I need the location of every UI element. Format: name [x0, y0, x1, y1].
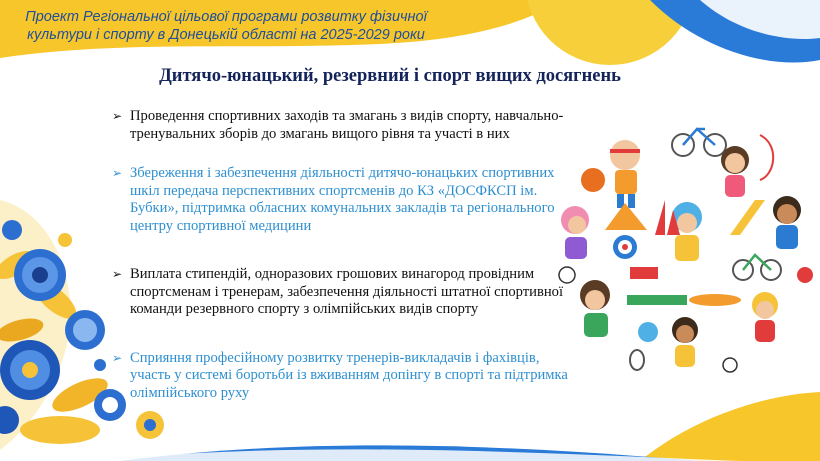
soccer-ball-icon — [559, 267, 575, 283]
beach-ball-icon — [638, 322, 658, 342]
kid-headband-icon — [610, 140, 640, 208]
program-line-1: Проект Регіональної цільової програми розвитку фізичної — [25, 9, 427, 25]
kid-helmet-icon — [561, 206, 589, 259]
bullet-text: Проведення спортивних заходів та змагань з видів спорту, навчально-тренувальних зборів до змагань вищого рівня та участі в них — [130, 108, 564, 142]
program-header — [6, 8, 446, 44]
kid-runner-icon — [580, 280, 610, 337]
bullet-item — [112, 350, 582, 403]
arrow-bullet-icon: ➢ — [112, 166, 123, 180]
ping-pong-paddle-icon — [797, 267, 813, 283]
kid-dancer-icon — [721, 135, 773, 197]
bullet-text: Виплата стипендій, одноразових грошових винагород провідним спортсменам і тренерам, забезпечення діяльності штатної спортивної команди резервного спорту з олімпійських видів спорту — [130, 266, 564, 317]
gym-mat-icon — [630, 267, 658, 279]
arrow-bullet-icon: ➢ — [112, 350, 123, 365]
bullet-list — [112, 108, 582, 402]
bottom-right-yellow-wave — [640, 392, 820, 461]
badminton-racket-icon — [630, 350, 644, 370]
ball-bottom-icon — [723, 358, 737, 372]
playground-slide-icon — [730, 200, 765, 235]
tent-icon — [605, 203, 647, 230]
kid-child-icon — [672, 317, 698, 367]
kayak-icon — [689, 294, 741, 306]
ping-pong-table-icon — [627, 295, 687, 305]
basketball-icon — [581, 168, 605, 192]
bicycle-mid-icon — [733, 255, 781, 280]
slide-title: Дитячо-юнацький, резервний і спорт вищих досягнень — [159, 66, 621, 86]
kid-boy-icon — [773, 196, 801, 249]
bullet-item — [112, 108, 582, 143]
arrow-bullet-icon: ➢ — [112, 109, 123, 123]
kid-yellow-helmet-icon — [752, 292, 778, 342]
bullet-text: Збереження і забезпечення діяльності дитячо-юнацьких спортивних шкіл передача перспективних спортсменів до КЗ «ДОСФКСП ім. Бубки», підтримка обласних комунальних закладів та регіонального центру спортивної медицини — [130, 165, 555, 234]
program-line-2: культури і спорту в Донецькій області на 2025-2029 роки — [27, 27, 425, 43]
archery-target-icon — [613, 235, 637, 259]
bottom-white-swoosh — [90, 449, 740, 461]
bullet-item — [112, 266, 582, 319]
arrow-bullet-icon: ➢ — [112, 267, 123, 281]
bullet-text: Сприяння професійному розвитку тренерів-викладачів і фахівців, участь у системі боротьби із вживанням допінгу в спорті та підтримка олімпійського руху — [130, 349, 568, 401]
bicycle-icon — [672, 129, 726, 156]
kids-sports-illustration — [555, 115, 815, 380]
bullet-item — [112, 165, 582, 235]
